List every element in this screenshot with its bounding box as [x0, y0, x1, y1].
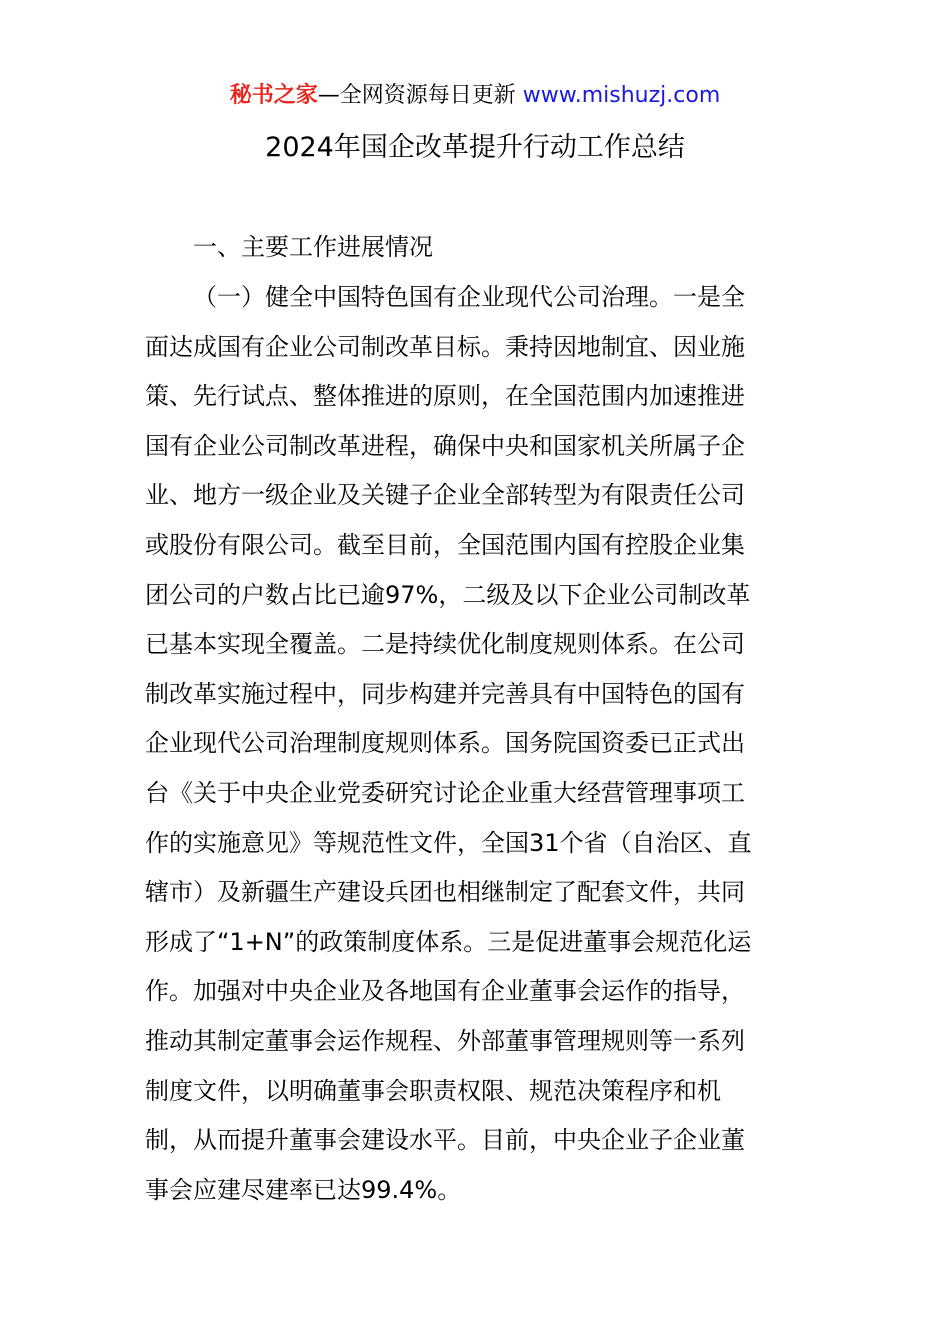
paragraph-line: 面达成国有企业公司制改革目标。秉持因地制宜、因业施	[145, 333, 745, 361]
paragraph-line: 制改革实施过程中，同步构建并完善具有中国特色的国有	[145, 680, 745, 708]
paragraph-line: 推动其制定董事会运作规程、外部董事管理规则等一系列	[145, 1027, 745, 1055]
paragraph-line: 制，从而提升董事会建设水平。目前，中央企业子企业董	[145, 1126, 745, 1154]
section-heading: 一、主要工作进展情况	[193, 233, 433, 261]
paragraph-line: 已基本实现全覆盖。二是持续优化制度规则体系。在公司	[145, 630, 745, 658]
paragraph-line: 国有企业公司制改革进程，确保中央和国家机关所属子企	[145, 432, 745, 460]
site-banner	[0, 80, 950, 112]
paragraph-line: 团公司的户数占比已逾97%，二级及以下企业公司制改革	[145, 581, 751, 609]
site-url-link[interactable]: www.mishuzj.com	[522, 83, 721, 108]
paragraph-line: 制度文件，以明确董事会职责权限、规范决策程序和机	[145, 1077, 721, 1105]
paragraph-line: 企业现代公司治理制度规则体系。国务院国资委已正式出	[145, 729, 745, 757]
document-title: 2024年国企改革提升行动工作总结	[265, 132, 685, 163]
paragraph-line: 策、先行试点、整体推进的原则，在全国范围内加速推进	[145, 382, 745, 410]
paragraph-line: 或股份有限公司。截至目前，全国范围内国有控股企业集	[145, 531, 745, 559]
paragraph-line: 作。加强对中央企业及各地国有企业董事会运作的指导，	[145, 977, 745, 1005]
banner-tagline: —全网资源每日更新	[317, 83, 516, 108]
brand-name: 秘书之家	[229, 83, 318, 108]
paragraph-line: 台《关于中央企业党委研究讨论企业重大经营管理事项工	[145, 779, 745, 807]
paragraph-line: 作的实施意见》等规范性文件，全国31个省（自治区、直	[145, 829, 752, 857]
paragraph-line: 事会应建尽建率已达99.4%。	[145, 1176, 462, 1204]
paragraph-line: 辖市）及新疆生产建设兵团也相继制定了配套文件，共同	[145, 878, 745, 906]
paragraph-line: （一）健全中国特色国有企业现代公司治理。一是全	[193, 283, 745, 311]
paragraph-line: 业、地方一级企业及关键子企业全部转型为有限责任公司	[145, 481, 745, 509]
paragraph-line: 形成了“1+N”的政策制度体系。三是促进董事会规范化运	[145, 928, 752, 956]
